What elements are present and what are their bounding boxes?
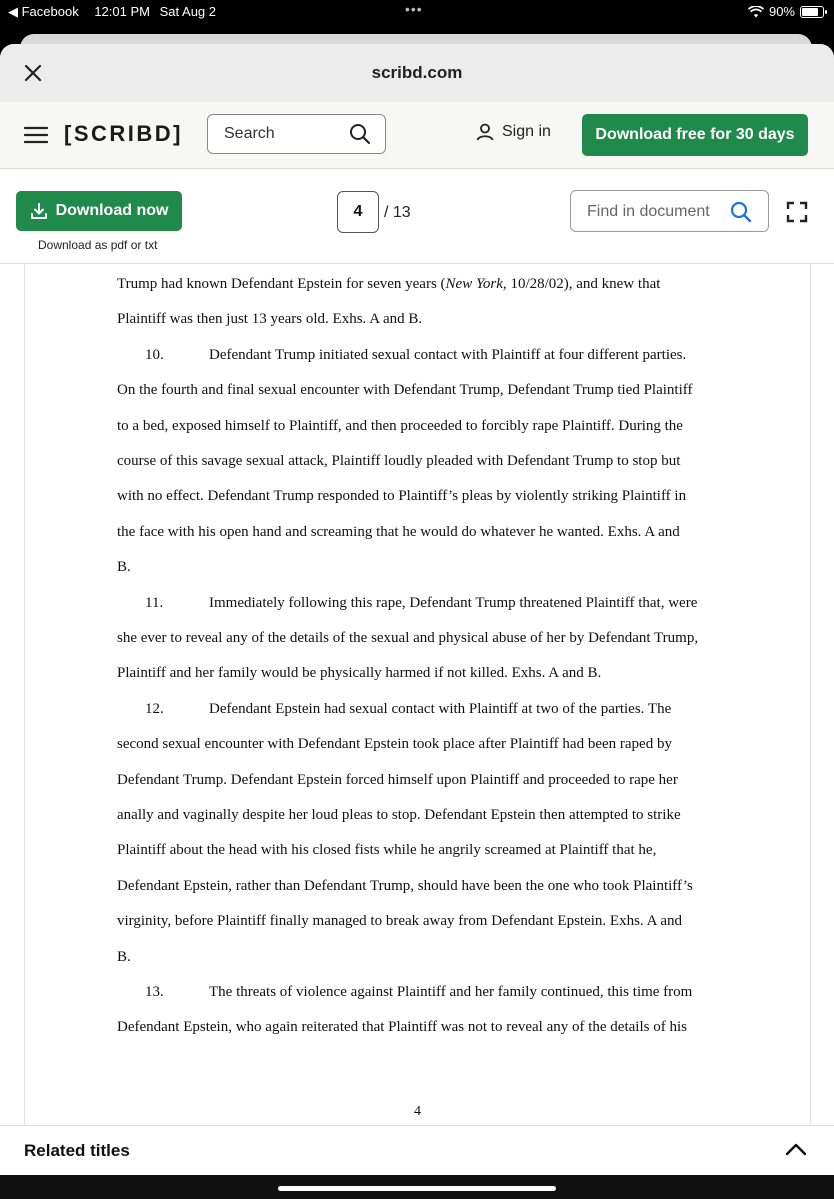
home-indicator[interactable] [278, 1186, 556, 1191]
document-line: virginity, before Plaintiff finally managed to break away from Defendant Epstein. Exhs. A and [117, 913, 682, 930]
battery-percent: 90% [768, 4, 795, 19]
menu-icon[interactable] [24, 126, 48, 144]
user-icon [476, 123, 494, 141]
status-right [748, 4, 824, 19]
search-input[interactable] [207, 114, 386, 154]
paragraph-number: 11. [145, 594, 164, 611]
document-line: B. [117, 559, 131, 576]
page-footer-number: 4 [414, 1104, 421, 1119]
fullscreen-icon[interactable] [786, 201, 808, 223]
back-to-app-link[interactable]: ◀ Facebook [8, 4, 79, 19]
battery-level-fill [802, 8, 818, 16]
download-format-note: Download as pdf or txt [38, 238, 158, 252]
find-placeholder: Find in document [587, 203, 710, 220]
download-free-button[interactable]: Download free for 30 days [582, 114, 808, 156]
related-titles-bar[interactable] [0, 1125, 834, 1176]
download-now-label: Download now [55, 202, 169, 219]
document-viewer[interactable] [0, 264, 834, 1125]
document-line: Defendant Trump initiated sexual contact with Plaintiff at four different parties. [209, 346, 687, 363]
document-line: Defendant Epstein, who again reiterated that Plaintiff was not to reveal any of the details of his [117, 1019, 687, 1036]
search-icon[interactable] [730, 201, 752, 223]
browser-sheet [0, 44, 834, 1199]
document-line: second sexual encounter with Defendant Epstein took place after Plaintiff had been raped by [117, 736, 672, 753]
find-in-document-input[interactable] [570, 190, 769, 232]
search-icon[interactable] [349, 123, 371, 145]
document-line: the face with his open hand and screaming that he would do whatever he wanted. Exhs. A and [117, 523, 680, 540]
download-icon [30, 202, 48, 220]
search-placeholder: Search [224, 125, 275, 142]
document-page [24, 264, 811, 1134]
sign-in-label: Sign in [502, 123, 551, 140]
document-line: anally and vaginally despite her loud pleas to stop. Defendant Epstein then attempted to strike [117, 807, 681, 823]
page-number-input[interactable]: 4 [337, 191, 379, 233]
status-left [8, 4, 222, 20]
paragraph-number: 10. [145, 346, 164, 363]
wifi-icon [748, 6, 764, 18]
document-line: Plaintiff was then just 13 years old. Exhs. A and B. [117, 311, 423, 328]
chevron-up-icon[interactable] [784, 1140, 808, 1158]
status-date: Sat Aug 2 [159, 4, 216, 19]
page-domain: scribd.com [371, 63, 463, 82]
document-line: Defendant Trump. Defendant Epstein forced himself upon Plaintiff and proceeded to rape her [117, 771, 678, 788]
status-time: 12:01 PM [94, 4, 150, 19]
document-line: to a bed, exposed himself to Plaintiff, and then proceeded to forcibly rape Plaintiff. During the [117, 417, 683, 434]
document-line: The threats of violence against Plaintiff and her family continued, this time from [209, 984, 693, 1000]
document-line: she ever to reveal any of the details of the sexual and physical abuse of her by Defendant Trump, [117, 630, 699, 646]
battery-icon [800, 6, 824, 18]
document-line: Immediately following this rape, Defendant Trump threatened Plaintiff that, were [209, 594, 698, 611]
document-line: course of this savage sexual attack, Plaintiff loudly pleaded with Defendant Trump to stop but [117, 453, 681, 469]
download-now-button[interactable] [16, 191, 182, 231]
document-line: with no effect. Defendant Trump responded to Plaintiff’s pleas by violently striking Plaintiff in [117, 488, 687, 505]
document-line: Plaintiff and her family would be physically harmed if not killed. Exhs. A and B. [117, 665, 602, 682]
document-line: Plaintiff about the head with his closed fists while he angrily screamed at Plaintiff that he, [117, 842, 657, 859]
total-pages: / 13 [384, 204, 411, 221]
document-line: Defendant Epstein, rather than Defendant Trump, should have been the one who took Plaintiff’s [117, 877, 693, 894]
status-bar [0, 0, 834, 24]
site-header [0, 102, 834, 169]
multitasking-dots-icon[interactable]: ••• [405, 1, 423, 17]
document-line: Trump had known Defendant Epstein for seven years (New York, 10/28/02), and knew that [117, 276, 661, 292]
paragraph-number: 12. [145, 700, 164, 717]
paragraph-number: 13. [145, 984, 164, 1000]
scribd-logo[interactable]: [SCRIBD] [64, 121, 183, 146]
url-bar [0, 44, 834, 102]
document-line: B. [117, 948, 131, 965]
document-line: On the fourth and final sexual encounter with Defendant Trump, Defendant Trump tied Plaintiff [117, 382, 693, 399]
related-titles-label: Related titles [24, 1141, 130, 1160]
sign-in-link[interactable] [476, 123, 551, 141]
document-line: Defendant Epstein had sexual contact with Plaintiff at two of the parties. The [209, 700, 672, 717]
document-toolbar [0, 169, 834, 264]
